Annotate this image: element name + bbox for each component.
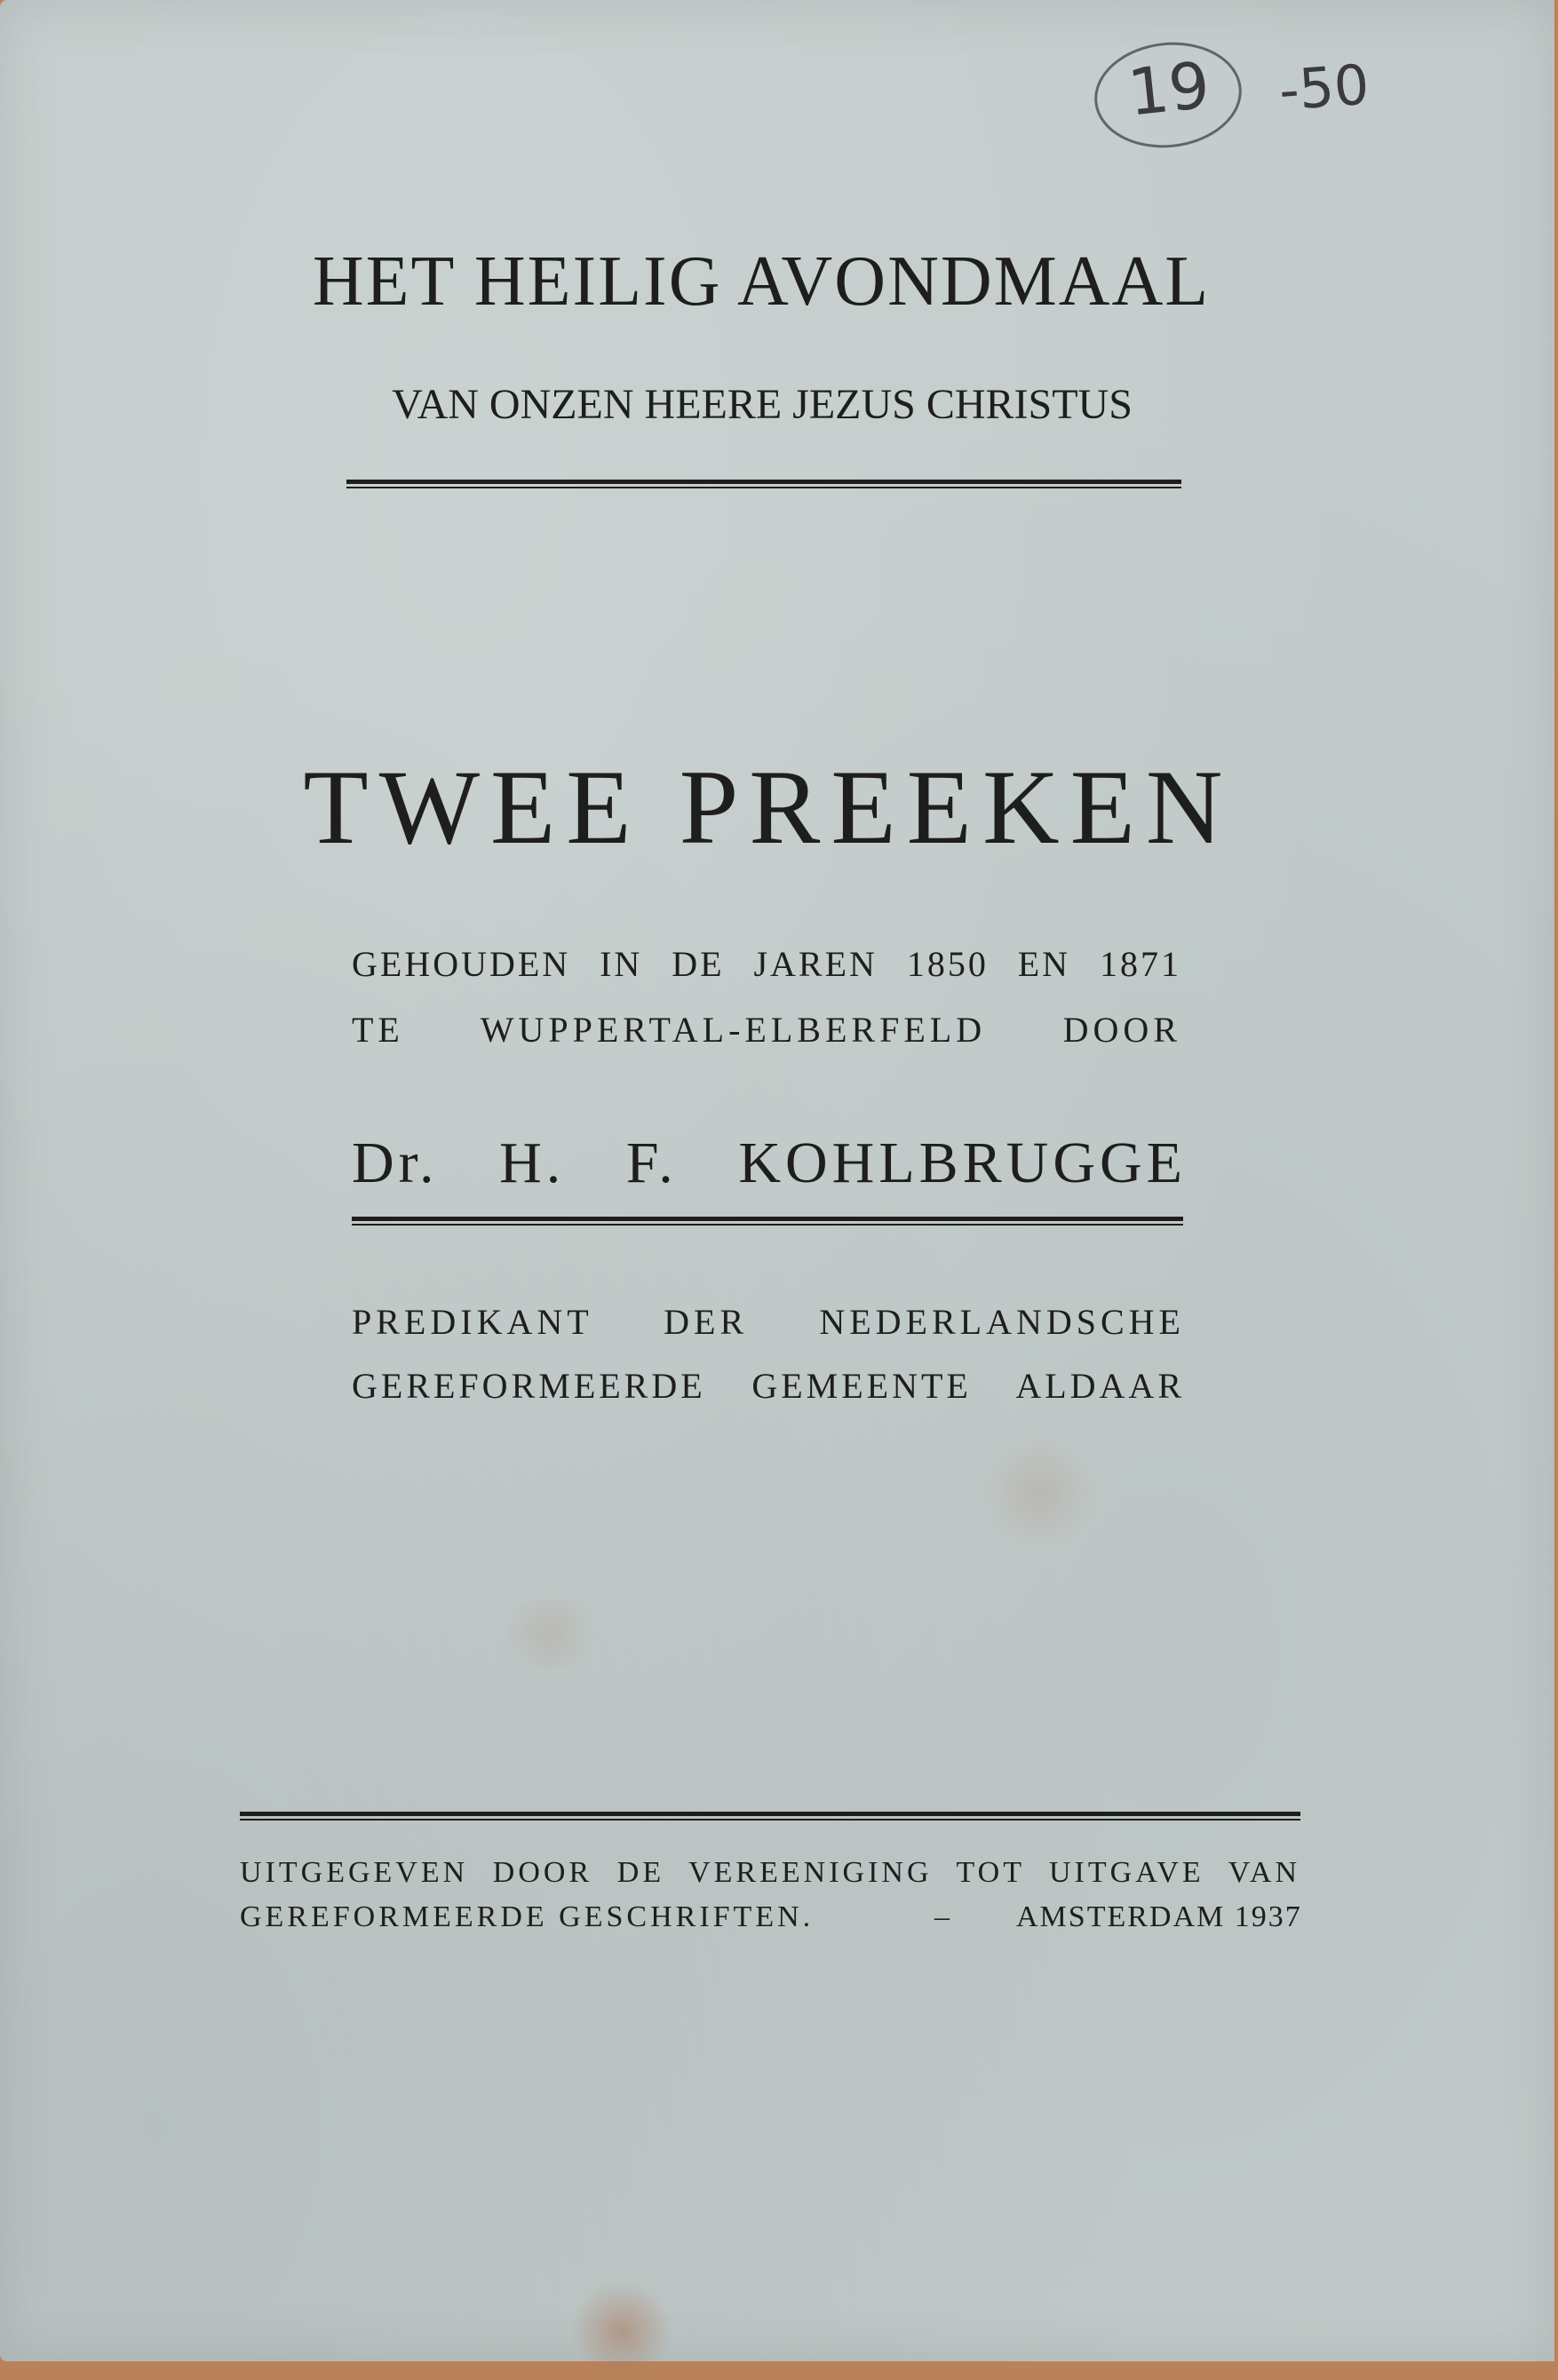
main-title: TWEE PREEKEN <box>303 748 1234 866</box>
publisher-place-year: AMSTERDAM 1937 <box>1016 1900 1302 1933</box>
paper-stain <box>497 1599 604 1670</box>
description-line: GEHOUDEN IN DE JAREN 1850 EN 1871 <box>352 944 1181 984</box>
description-line: TE WUPPERTAL-ELBERFELD DOOR <box>352 1010 1181 1050</box>
author-role: PREDIKANT DER NEDERLANDSCHE <box>352 1302 1185 1342</box>
paper-stain <box>568 2282 675 2380</box>
cover-subtitle: VAN ONZEN HEERE JEZUS CHRISTUS <box>392 381 1133 428</box>
paper-stain <box>977 1439 1101 1545</box>
divider-rule <box>352 1217 1183 1226</box>
publisher-line: UITGEGEVEN DOOR DE VEREENIGING TOT UITGAVE VAN <box>240 1856 1300 1889</box>
divider-rule <box>240 1812 1300 1821</box>
pencil-circled-number: 19 <box>1124 47 1213 131</box>
publisher-line-left: GEREFORMEERDE GESCHRIFTEN. <box>240 1900 815 1933</box>
publisher-dash: – <box>934 1900 950 1933</box>
author-role: GEREFORMEERDE GEMEENTE ALDAAR <box>352 1366 1185 1406</box>
divider-rule <box>346 480 1181 488</box>
author-name: Dr. H. F. KOHLBRUGGE <box>352 1130 1187 1195</box>
pencil-price: -50 <box>1276 52 1371 123</box>
cover-title: HET HEILIG AVONDMAAL <box>312 242 1211 321</box>
